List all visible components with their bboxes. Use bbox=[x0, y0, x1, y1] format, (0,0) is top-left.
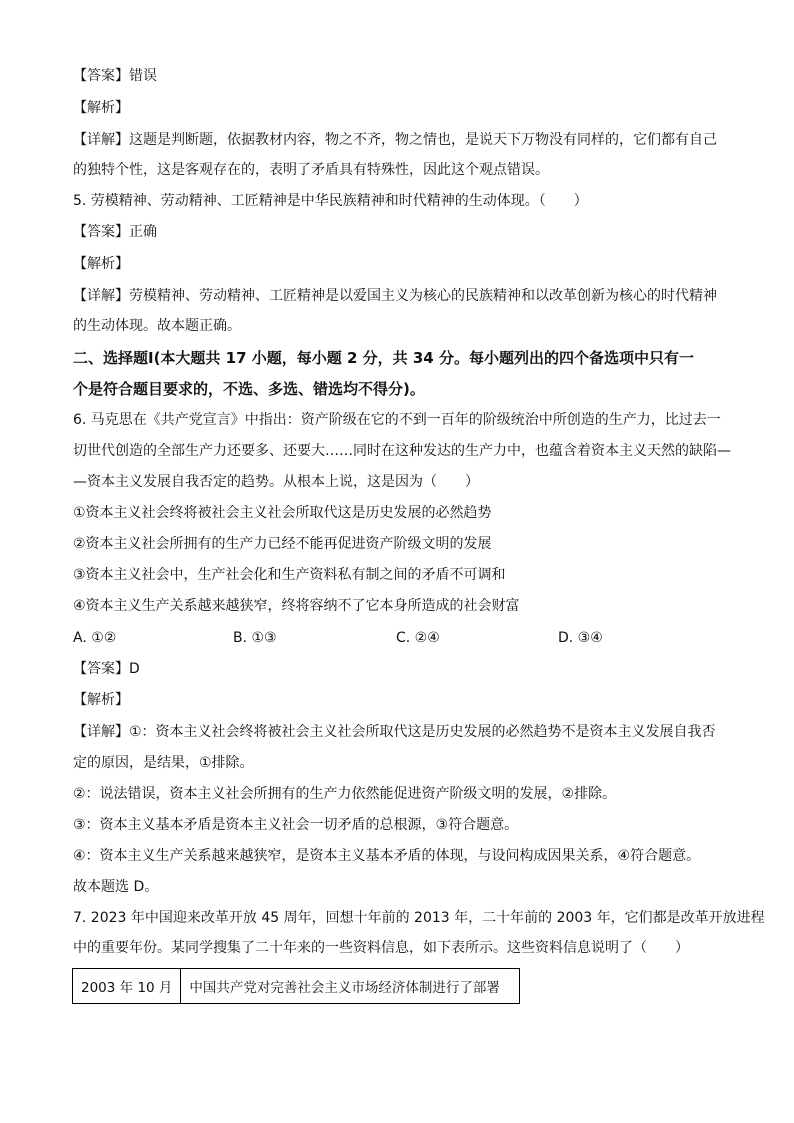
detail-text: ④：资本主义生产关系越来越狭窄，是资本主义基本矛盾的体现，与设问构成因果关系，④符合题意。 bbox=[73, 848, 701, 864]
question-7: 7. 2023 年中国迎来改革开放 45 周年，回想十年前的 2013 年，二十年前的 2003 年，它们都是改革开放进程 bbox=[73, 910, 765, 926]
detail-text: 【详解】劳模精神、劳动精神、工匠精神是以爱国主义为核心的民族精神和以改革创新为核心的时代精神 bbox=[73, 288, 717, 304]
question-6: —资本主义发展自我否定的趋势。从根本上说，这是因为（ ） bbox=[73, 474, 479, 490]
analysis-label: 【解析】 bbox=[73, 100, 129, 116]
detail-text: 的独特个性，这是客观存在的，表明了矛盾具有特殊性，因此这个观点错误。 bbox=[73, 162, 549, 178]
answer-choices bbox=[73, 628, 733, 648]
analysis-label: 【解析】 bbox=[73, 256, 129, 272]
choice-b: B. ①③ bbox=[233, 630, 277, 646]
info-table bbox=[72, 968, 520, 1004]
table-cell-date: 2003 年 10 月 bbox=[73, 969, 181, 1004]
option-1: ①资本主义社会终将被社会主义社会所取代这是历史发展的必然趋势 bbox=[73, 505, 492, 521]
detail-text: 故本题选 D。 bbox=[73, 879, 159, 895]
question-5: 5. 劳模精神、劳动精神、工匠精神是中华民族精神和时代精神的生动体现。（ ） bbox=[73, 193, 588, 209]
choice-d: D. ③④ bbox=[558, 630, 603, 646]
analysis-label: 【解析】 bbox=[73, 692, 129, 708]
detail-text: 的生动体现。故本题正确。 bbox=[73, 318, 241, 334]
question-7: 中的重要年份。某同学搜集了二十年来的一些资料信息，如下表所示。这些资料信息说明了（ ） bbox=[73, 940, 689, 956]
section-heading: 二、选择题Ⅰ(本大题共 17 小题，每小题 2 分，共 34 分。每小题列出的四个备选项中只有一 bbox=[73, 349, 694, 367]
choice-c: C. ②④ bbox=[396, 630, 440, 646]
question-6: 切世代创造的全部生产力还要多、还要大……同时在这种发达的生产力中，也蕴含着资本主义天然的缺陷— bbox=[73, 443, 731, 459]
answer-label: 【答案】D bbox=[73, 661, 140, 677]
table-row bbox=[73, 969, 520, 1004]
option-3: ③资本主义社会中，生产社会化和生产资料私有制之间的矛盾不可调和 bbox=[73, 567, 506, 583]
question-6: 6. 马克思在《共产党宣言》中指出：资产阶级在它的不到一百年的阶级统治中所创造的生产力，比过去一 bbox=[73, 412, 721, 428]
table-cell-event: 中国共产党对完善社会主义市场经济体制进行了部署 bbox=[181, 969, 520, 1004]
detail-text: ②：说法错误，资本主义社会所拥有的生产力依然能促进资产阶级文明的发展，②排除。 bbox=[73, 786, 617, 802]
detail-text: 定的原因，是结果，①排除。 bbox=[73, 755, 254, 771]
detail-text: 【详解】①：资本主义社会终将被社会主义社会所取代这是历史发展的必然趋势不是资本主义发展自我否 bbox=[73, 724, 716, 740]
answer-label: 【答案】错误 bbox=[73, 68, 157, 84]
section-heading: 个是符合题目要求的，不选、多选、错选均不得分)。 bbox=[73, 380, 425, 398]
option-2: ②资本主义社会所拥有的生产力已经不能再促进资产阶级文明的发展 bbox=[73, 536, 492, 552]
choice-a: A. ①② bbox=[73, 630, 117, 646]
detail-text: ③：资本主义基本矛盾是资本主义社会一切矛盾的总根源，③符合题意。 bbox=[73, 817, 519, 833]
option-4: ④资本主义生产关系越来越狭窄，终将容纳不了它本身所造成的社会财富 bbox=[73, 598, 520, 614]
answer-label: 【答案】正确 bbox=[73, 224, 157, 240]
detail-text: 【详解】这题是判断题，依据教材内容，物之不齐，物之情也，是说天下万物没有同样的，它们都有自己 bbox=[73, 132, 717, 148]
